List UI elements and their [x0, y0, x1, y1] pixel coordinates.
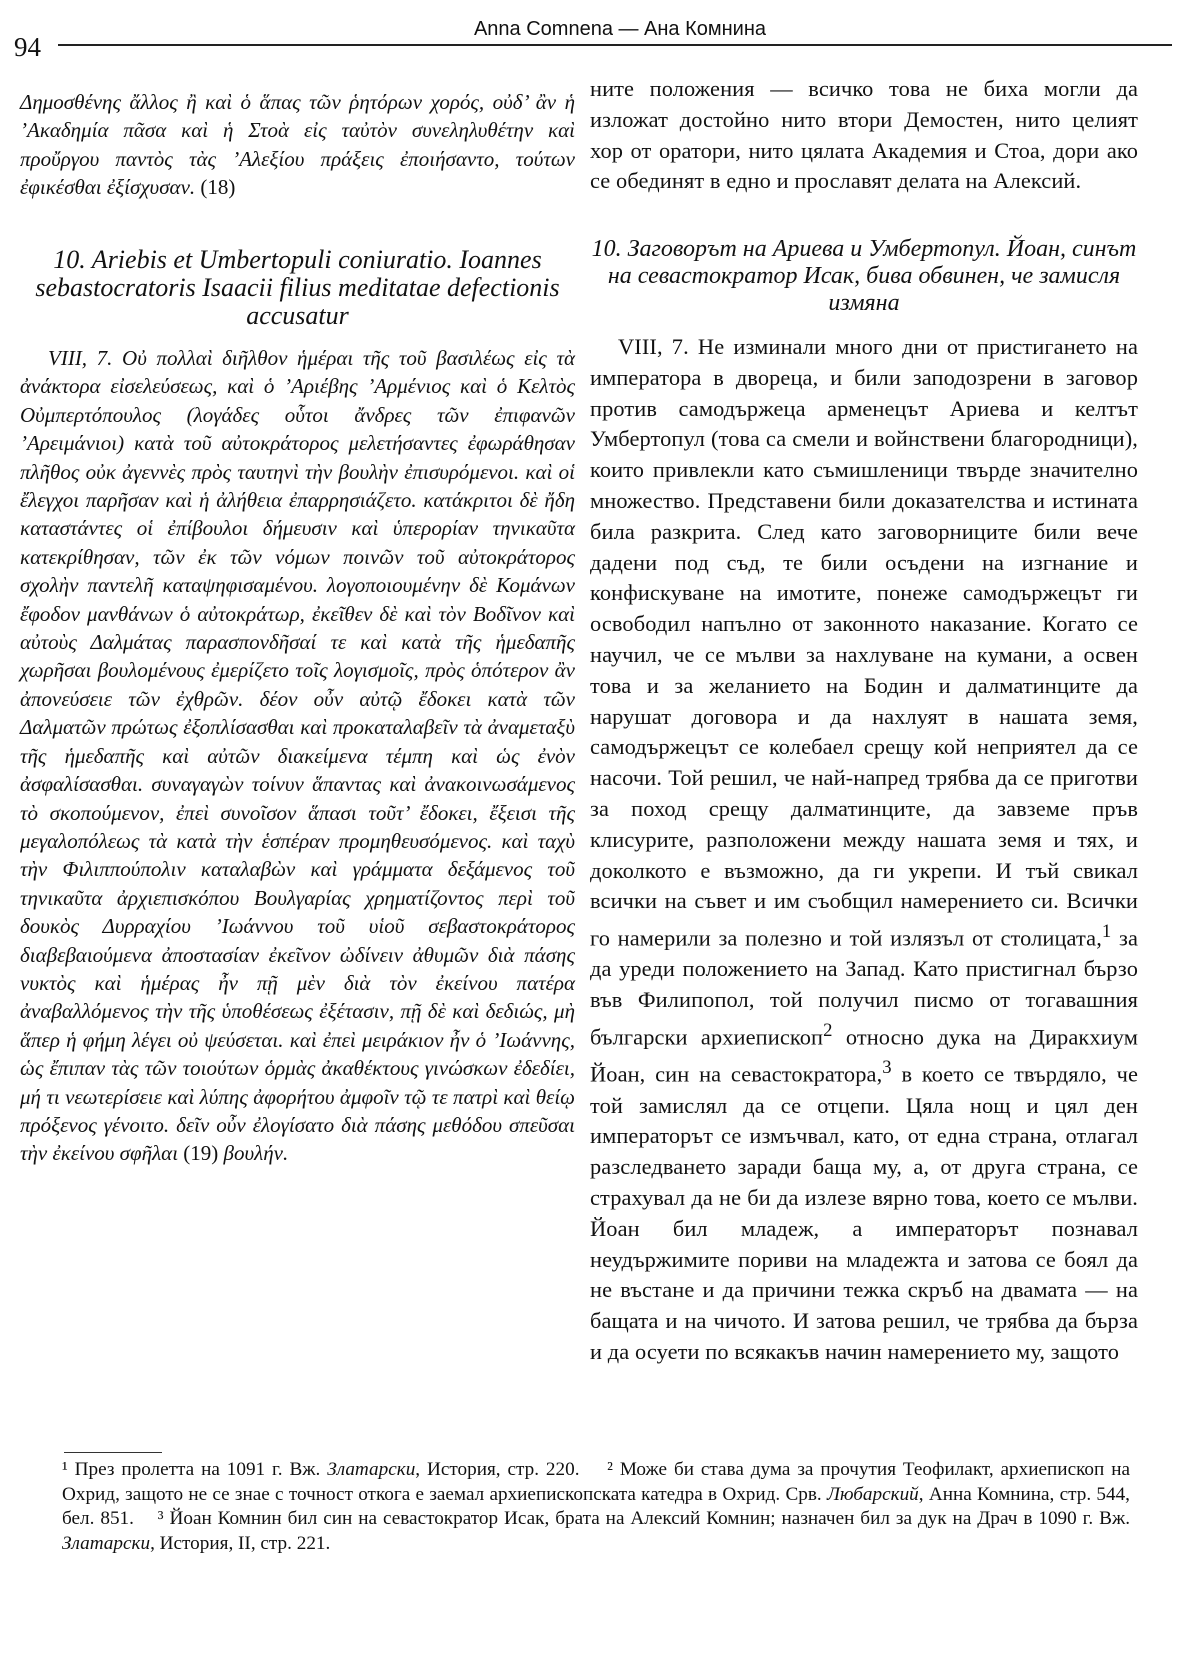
greek-main-marker: (19): [183, 1141, 219, 1166]
bulgarian-section-heading: 10. Заговорът на Ариева и Умбертопул. Йоан, синът на севастократор Исак, бива обвинен, че замисля измяна: [591, 236, 1137, 316]
bulgarian-heading-block: [590, 236, 1138, 317]
footnotes: [62, 1458, 1130, 1556]
greek-column: [20, 88, 575, 202]
footnote-ref-2: 2: [823, 1020, 833, 1041]
footnote-3: ³ Йоан Комнин бил син на севастократор Исак, брата на Алексий Комнин; назначен бил за дук на Драч в 1090 г. Вж. Златарски, История, II, стр. 221.: [62, 1508, 1130, 1554]
page-number: 94: [14, 32, 41, 62]
bulgarian-column: [590, 74, 1138, 197]
bulgarian-main-block: [590, 332, 1138, 1368]
latin-section-heading: 10. Ariebis et Umbertopuli coniuratio. Ioannes sebastocratoris Isaacii filius meditatae defectionis accusatur: [35, 245, 560, 330]
latin-heading-block: [20, 246, 575, 330]
header-rule: [58, 44, 1172, 46]
greek-top-marker: (18): [200, 175, 236, 200]
bulgarian-top-paragraph: ните положения — всичко това не биха могли да изложат достойно нито втори Демостен, нито целият хор от оратори, нито цялата Академия и Стоа, дори ако се обединят в едно и прославят делата на Алексий.: [590, 76, 1138, 194]
footnote-2: ² Може би става дума за прочутия Теофилакт, архиепископ на Охрид, защото не се знае с точност откога е заемал архиепископската катедра в Охрид. Срв. Любарский, Анна Комнина, стр. 544, бел. 851.: [62, 1459, 1130, 1529]
footnote-ref-3: 3: [882, 1057, 892, 1079]
greek-main-block: [20, 344, 575, 1168]
bulgarian-main-paragraph: VIII, 7. Не изминали много дни от пристигането на императора в двореца, и били заподозрени в заговор против самодържеца арменецът Ариева и келтът Умбертопул (това са смели и войнствени благородници), които привлекли като съмишленици твърде значително множество. Представени били доказателства и истината била разкрита. След като заговорниците били вече дадени под съд, те били осъдени на изгнание и конфискуване на имотите, понеже самодържецът ги освободил напълно от законното наказание. Когато се научил, че се мълви за нахлуване на кумани, а освен това и за желанието на Бодин и далматинците да нарушат договора и да нахлуят в нашата земя, самодържецът се колебаел срещу кой неприятел да се насочи. Той решил, че най-напред трябва да се приготви за поход срещу далматинците, да завземе пръв клисурите, разположени между нашата земя и тях, и доколкото е възможно, да ги укрепи. И тъй свикал всички на съвет и им съобщил намерението си. Всички го намерили за полезно и той излязъл от столицата,$^1$ за да уреди положението на Запад. Като пристигнал бързо във Филипопол, той получил писмо от тогавашния български архиепископ$^2$ относно дука на Диракхиум Йоан, син на севастократора,$^3$ в което се твърдяло, че той замислял да се отцепи. Цяла нощ и цял ден императорът се измъчвал, като, от една страна, отлагал разследването заради баща му, а, от друга страна, се страхувал да не би да излезе вярно това, което се мълви. Йоан бил младеж, а императорът познавал неудържимите пориви на младежта и затова се боял да не въстане и да причини тежка скръб на двамата — на бащата и на чичото. И затова решил, че трябва да бърза и да осуети по всякакъв начин намерението му, защото: [590, 334, 1138, 1364]
greek-main-paragraph: VIII, 7. Οὐ πολλαὶ διῆλθον ἡμέραι τῆς τοῦ βασιλέως εἰς τὰ ἀνάκτορα εἰσελεύσεως, καὶ ὁ ’Αριέβης ’Αρμένιος καὶ ὁ Κελτὸς Οὐμπερτόπουλος (λογάδες οὗτοι ἄνδρες τῶν ἐπιφανῶν ’Αρειμάνιοι) κατὰ τοῦ αὐτοκράτορος μελετήσαντες ἐφωράθησαν πλῆθος οὐκ ἀγεννὲς πρὸς ταυτηνὶ τὴν βουλὴν ἐπισυρόμενοι. καὶ οἱ ἔλεγχοι παρῆσαν καὶ ἡ ἀλήθεια ἐπαρρησιάζετο. κατάκριτοι δὲ ἤδη καταστάντες οἱ ἐπίβουλοι δήμευσιν καὶ ὑπερορίαν τηνικαῦτα κατεκρίθησαν, τῶν ἐκ τῶν νόμων ποινῶν τοῦ αὐτοκράτορος σχολὴν παντελῆ καταψηφισαμένου. λογοποιουμένην δὲ Κομάνων ἔφοδον μανθάνων ὁ αὐτοκράτωρ, ἐκεῖθεν δὲ καὶ τὸν Βοδῖνον καὶ αὐτοὺς Δαλμάτας παρασπονδῆσαί τε καὶ κατὰ τῆς ἡμεδαπῆς χωρῆσαι βουλομένους ἐμερίζετο τοῖς λογισμοῖς, πρὸς ὁπότερον ἂν ἀπονεύσειε τῶν ἐχθρῶν. δέον οὖν αὐτῷ ἔδοκει κατὰ τῶν Δαλματῶν πρώτως ἐξοπλίσασθαι καὶ προκαταλαβεῖν τὰ ἀναμεταξὺ τῆς ἡμεδαπῆς καὶ αὐτῶν διακείμενα τέμπη καὶ ὡς ἐνὸν ἀσφαλίσασθαι. συναγαγὼν τοίνυν ἅπαντας καὶ ἀνακοινωσάμενος τὸ σκοπούμενον, ἐπεὶ συνοῖσον ἅπασι τοῦτ’ ἔδοκει, ἔξεισι τῆς μεγαλοπόλεως τὰ κατὰ τὴν ἑσπέραν προμηθευσόμενος. καὶ ταχὺ τὴν Φιλιππούπολιν καταλαβὼν καὶ γράμματα δεξάμενος τοῦ τηνικαῦτα ἀρχιεπισκόπου Βουλγαρίας χρηματίζοντος περὶ τοῦ δουκὸς Δυρραχίου ’Ιωάννου τοῦ υἱοῦ σεβαστοκράτορος διαβεβαιούμενα ἀποστασίαν ἐκεῖνον ὠδίνειν ἀθυμῶν διὰ πάσης νυκτὸς καὶ ἡμέρας ἦν πῇ μὲν διὰ τὸν ἐκείνου πατέρα ἀναβαλλόμενος τὴν τῆς ὑποθέσεως ἐξέτασιν, πῇ δὲ καὶ δεδιώς, μὴ ἅπερ ἡ φήμη λέγει οὐ ψεύσεται. καὶ ἐπεὶ μειράκιον ἦν ὁ ’Ιωάννης, ὡς ἔπιπαν τὰς τῶν τοιούτων ὁρμὰς ἀκαθέκτους γινώσκων ἐδεδίει, μή τι νεωτερίσειε καὶ λύπης ἀφορήτου ἀμφοῖν τῷ τε πατρὶ καὶ θείῳ πρόξενος γένοιτο. δεῖν οὖν ἐλογίσατο διὰ πάσης μεθόδου σπεῦσαι τὴν ἐκείνου σφῆλαι (19) βουλήν.: [20, 346, 575, 1166]
footnote-1: ¹ През пролетта на 1091 г. Вж. Златарски, История, стр. 220.: [62, 1459, 580, 1480]
footnote-rule: [64, 1452, 162, 1453]
greek-top-paragraph: Δημοσθένης ἄλλος ἢ καὶ ὁ ἅπας τῶν ῥητόρων χορός, οὐδ’ ἂν ἡ ’Ακαδημία πᾶσα καὶ ἡ Στοὰ εἰς ταὐτὸν συνεληλυθέτην καὶ προὔργου παντὸς τὰς ’Αλεξίου πράξεις ἐποιήσαντο, τούτων ἐφικέσθαι ἐξίσχυσαν. (18): [20, 90, 575, 200]
footnote-ref-1: 1: [1101, 921, 1112, 943]
running-title: Anna Comnena — Ана Комнина: [473, 18, 767, 40]
